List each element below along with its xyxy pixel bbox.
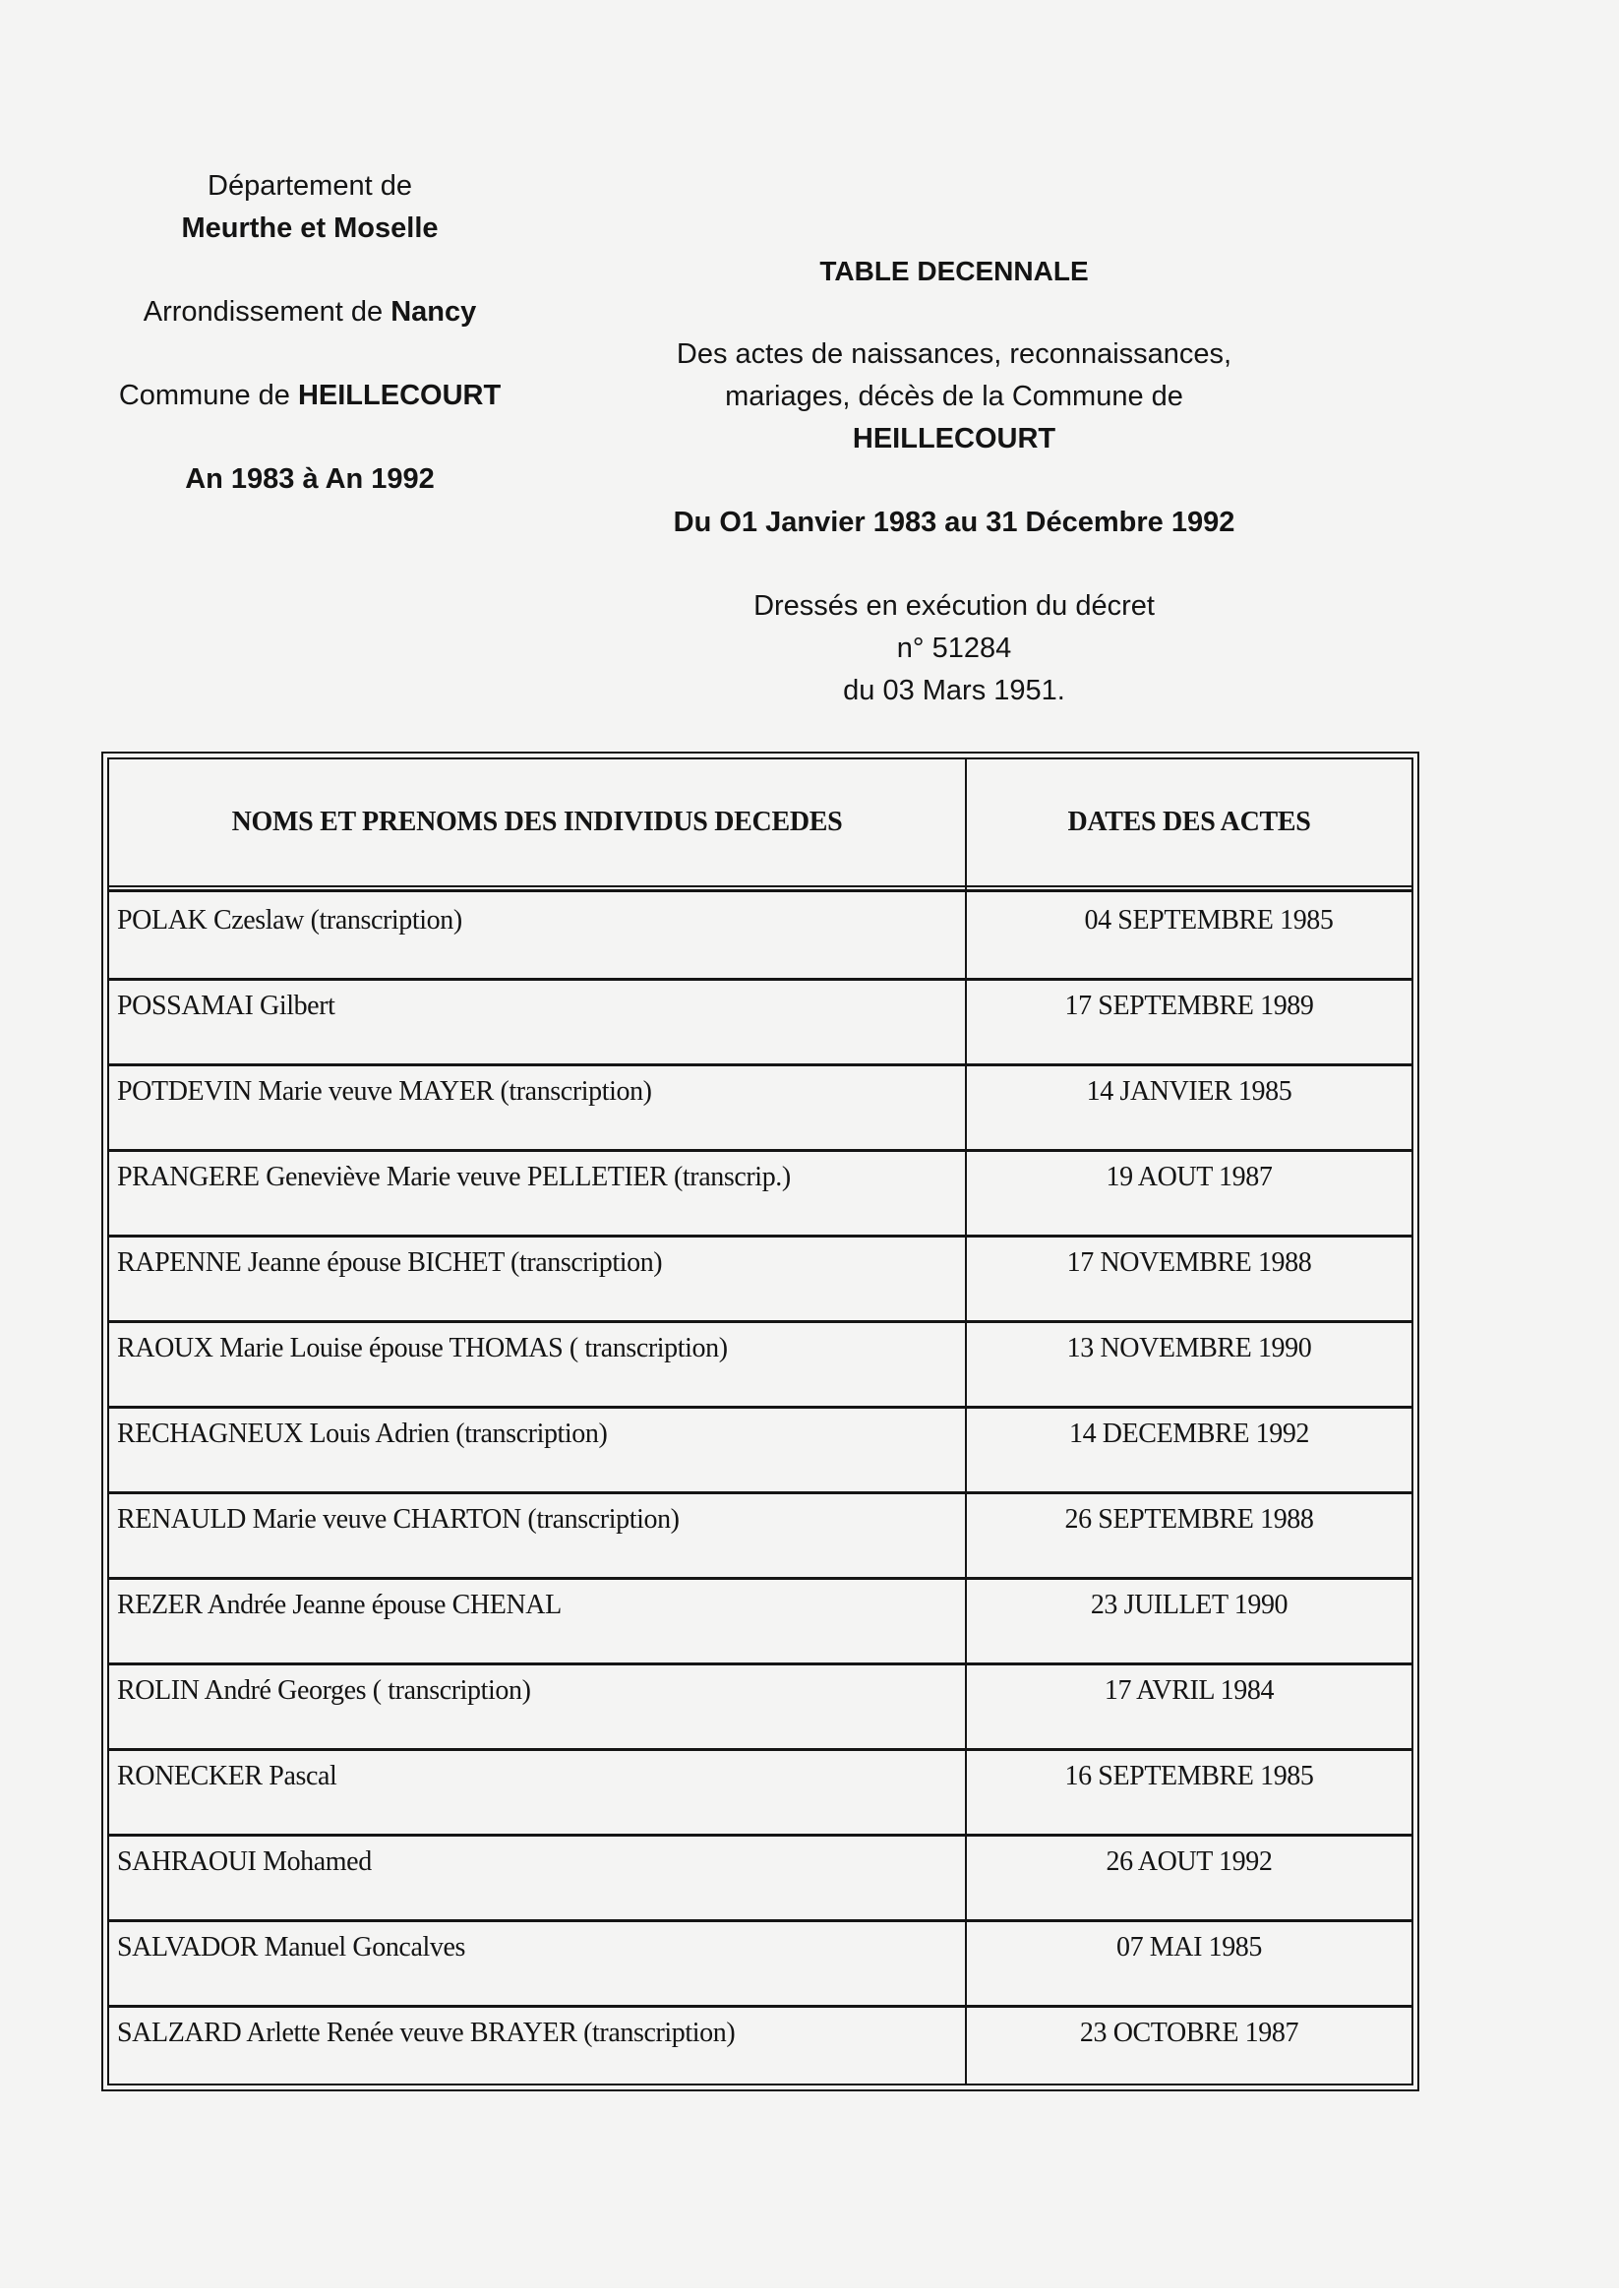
deceased-name: RENAULD Marie veuve CHARTON (transcription) (117, 1504, 680, 1535)
description-line-2: mariages, décès de la Commune de (725, 381, 1183, 412)
deceased-name: RAPENNE Jeanne épouse BICHET (transcription) (117, 1247, 663, 1278)
table-row (109, 1580, 1411, 1665)
title-block (610, 250, 1298, 712)
deceased-name: SAHRAOUI Mohamed (117, 1846, 372, 1877)
act-date: 26 AOUT 1992 (1106, 1846, 1273, 1877)
act-date: 04 SEPTEMBRE 1985 (1084, 905, 1334, 936)
table-row (109, 1152, 1411, 1238)
table-row (109, 1494, 1411, 1580)
deceased-name: SALZARD Arlette Renée veuve BRAYER (transcription) (117, 2018, 736, 2048)
arrondissement-line (64, 291, 556, 333)
table-row (109, 1238, 1411, 1323)
scan-bottom-edge (0, 2288, 1619, 2296)
decree-line-1: Dressés en exécution du décret (753, 590, 1155, 622)
deceased-name: POSSAMAI Gilbert (117, 991, 335, 1021)
decree-date: du 03 Mars 1951. (843, 675, 1065, 706)
act-date: 23 JUILLET 1990 (1090, 1590, 1289, 1620)
table-row (109, 1409, 1411, 1494)
deceased-name: POTDEVIN Marie veuve MAYER (transcription) (117, 1076, 652, 1107)
column-header-dates: DATES DES ACTES (1067, 807, 1311, 837)
description-line-1: Des actes de naissances, reconnaissances, (676, 338, 1232, 370)
department-name: Meurthe et Moselle (181, 212, 439, 244)
act-date: 17 SEPTEMBRE 1989 (1064, 991, 1314, 1021)
act-date: 23 OCTOBRE 1987 (1079, 2018, 1299, 2048)
deaths-table (101, 752, 1419, 2091)
jurisdiction-block (64, 165, 556, 501)
table-row (109, 1922, 1411, 2008)
table-row (109, 895, 1411, 981)
table-row (109, 1323, 1411, 1409)
deceased-name: RECHAGNEUX Louis Adrien (transcription) (117, 1419, 608, 1449)
table-body (109, 895, 1411, 2084)
commune-prefix: Commune de (118, 380, 298, 411)
deceased-name: POLAK Czeslaw (transcription) (117, 905, 462, 936)
deceased-name: PRANGERE Geneviève Marie veuve PELLETIER (transcrip.) (117, 1162, 791, 1192)
column-header-names: NOMS ET PRENOMS DES INDIVIDUS DECEDES (231, 807, 843, 837)
decree-number: n° 51284 (896, 633, 1012, 664)
act-date: 07 MAI 1985 (1115, 1932, 1263, 1963)
act-date: 14 JANVIER 1985 (1086, 1076, 1292, 1107)
table-row (109, 1751, 1411, 1837)
act-date: 14 DECEMBRE 1992 (1068, 1419, 1310, 1449)
department-label: Département de (208, 170, 412, 202)
description-commune: HEILLECOURT (852, 423, 1056, 454)
document-title: TABLE DECENNALE (819, 256, 1089, 286)
commune-line (64, 375, 556, 417)
table-row (109, 981, 1411, 1066)
act-date: 26 SEPTEMBRE 1988 (1064, 1504, 1314, 1535)
act-date: 17 AVRIL 1984 (1104, 1675, 1275, 1706)
table-row (109, 1066, 1411, 1152)
deceased-name: RAOUX Marie Louise épouse THOMAS ( transcription) (117, 1333, 728, 1363)
date-range: Du O1 Janvier 1983 au 31 Décembre 1992 (673, 507, 1235, 538)
table-header-row (109, 759, 1411, 887)
act-date: 13 NOVEMBRE 1990 (1066, 1333, 1312, 1363)
act-date: 19 AOUT 1987 (1106, 1162, 1273, 1192)
deceased-name: REZER Andrée Jeanne épouse CHENAL (117, 1590, 562, 1620)
deceased-name: RONECKER Pascal (117, 1761, 337, 1791)
act-date: 16 SEPTEMBRE 1985 (1064, 1761, 1314, 1791)
deceased-name: SALVADOR Manuel Goncalves (117, 1932, 465, 1963)
table-row (109, 1837, 1411, 1922)
table-row (109, 1665, 1411, 1751)
table-row (109, 2008, 1411, 2093)
arrondissement-prefix: Arrondissement de (143, 296, 391, 328)
arrondissement-name: Nancy (390, 296, 477, 328)
act-date: 17 NOVEMBRE 1988 (1066, 1247, 1312, 1278)
table-inner-border (107, 757, 1413, 2085)
period-label: An 1983 à An 1992 (185, 463, 435, 495)
commune-name: HEILLECOURT (297, 380, 502, 411)
deceased-name: ROLIN André Georges ( transcription) (117, 1675, 531, 1706)
